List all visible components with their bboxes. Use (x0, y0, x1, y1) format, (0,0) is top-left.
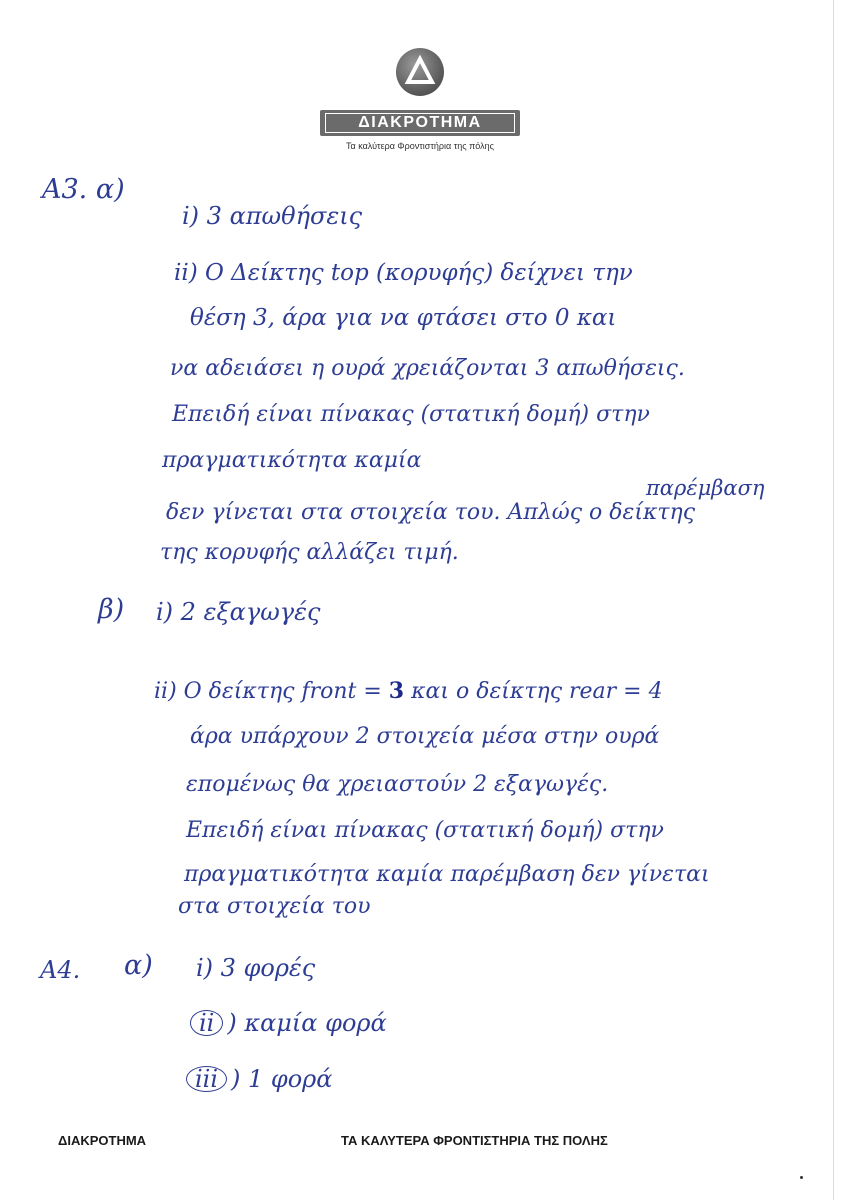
page-speck (800, 1176, 803, 1179)
b-ii-suffix: και ο δείκτης rear = 4 (411, 679, 663, 704)
b-ii-front-value: 3 (388, 678, 405, 704)
a4-ii-number: ii (190, 1010, 223, 1036)
a4-ii (190, 1010, 387, 1036)
b-ii-line-4: Επειδή είναι πίνακας (στατική δομή) στην (186, 818, 664, 843)
a3-a-ii-line-5: πραγματικότητα καμία (162, 448, 422, 473)
b-i: i) 2 εξαγωγές (156, 598, 321, 626)
b-ii-prefix: ii) Ο δείκτης front = (154, 679, 382, 704)
a4-i: i) 3 φορές (196, 954, 316, 982)
a3-a-ii-line-1: ii) Ο Δείκτης top (κορυφής) δείχνει την (174, 260, 633, 286)
a3-a-ii-line-7: της κορυφής αλλάζει τιμή. (160, 540, 459, 565)
a3-a-ii-line-4: Επειδή είναι πίνακας (στατική δομή) στην (172, 402, 650, 427)
page-edge-line (833, 0, 834, 1200)
b-ii-line-5: πραγματικότητα καμία παρέμβαση δεν γίνεται (184, 862, 710, 887)
b-ii-line-2: άρα υπάρχουν 2 στοιχεία μέσα στην ουρά (190, 724, 660, 749)
brand-logo (320, 48, 520, 156)
footer-brand: ΔΙΑΚΡΟΤΗΜΑ (58, 1133, 147, 1148)
b-label: β) (98, 594, 125, 625)
a3-a-ii-line-6: δεν γίνεται στα στοιχεία του. Απλώς ο δείκτης (166, 500, 696, 525)
a3-a-ii-line-3: να αδειάσει η ουρά χρειάζονται 3 απωθήσεις. (170, 356, 685, 381)
b-ii-line-6: στα στοιχεία του (178, 894, 371, 919)
a3-a-ii-line-2: θέση 3, άρα για να φτάσει στο 0 και (190, 305, 617, 331)
logo-emblem-icon (396, 48, 444, 96)
a3-a-ii-line-5b: παρέμβαση (646, 476, 765, 500)
a3-a-i: i) 3 απωθήσεις (182, 202, 363, 230)
a4-ii-text: ) καμία φορά (227, 1009, 387, 1037)
a4-a-label: α) (124, 950, 153, 981)
b-ii-line-1 (154, 680, 663, 703)
logo-banner (320, 110, 520, 136)
a4-iii (186, 1066, 333, 1092)
logo-tagline: Τα καλύτερα Φροντιστήρια της πόλης (346, 141, 494, 151)
a4-iii-text: ) 1 φορά (231, 1065, 333, 1093)
b-ii-line-3: επομένως θα χρειαστούν 2 εξαγωγές. (186, 772, 609, 797)
a3-label: Α3. α) (42, 174, 125, 205)
footer-tagline: ΤΑ ΚΑΛΥΤΕΡΑ ΦΡΟΝΤΙΣΤΗΡΙΑ ΤΗΣ ΠΟΛΗΣ (341, 1133, 608, 1148)
a4-label: Α4. (40, 956, 81, 984)
logo-name: ΔΙΑΚΡΟΤΗΜΑ (358, 114, 482, 131)
a4-iii-number: iii (186, 1066, 227, 1092)
